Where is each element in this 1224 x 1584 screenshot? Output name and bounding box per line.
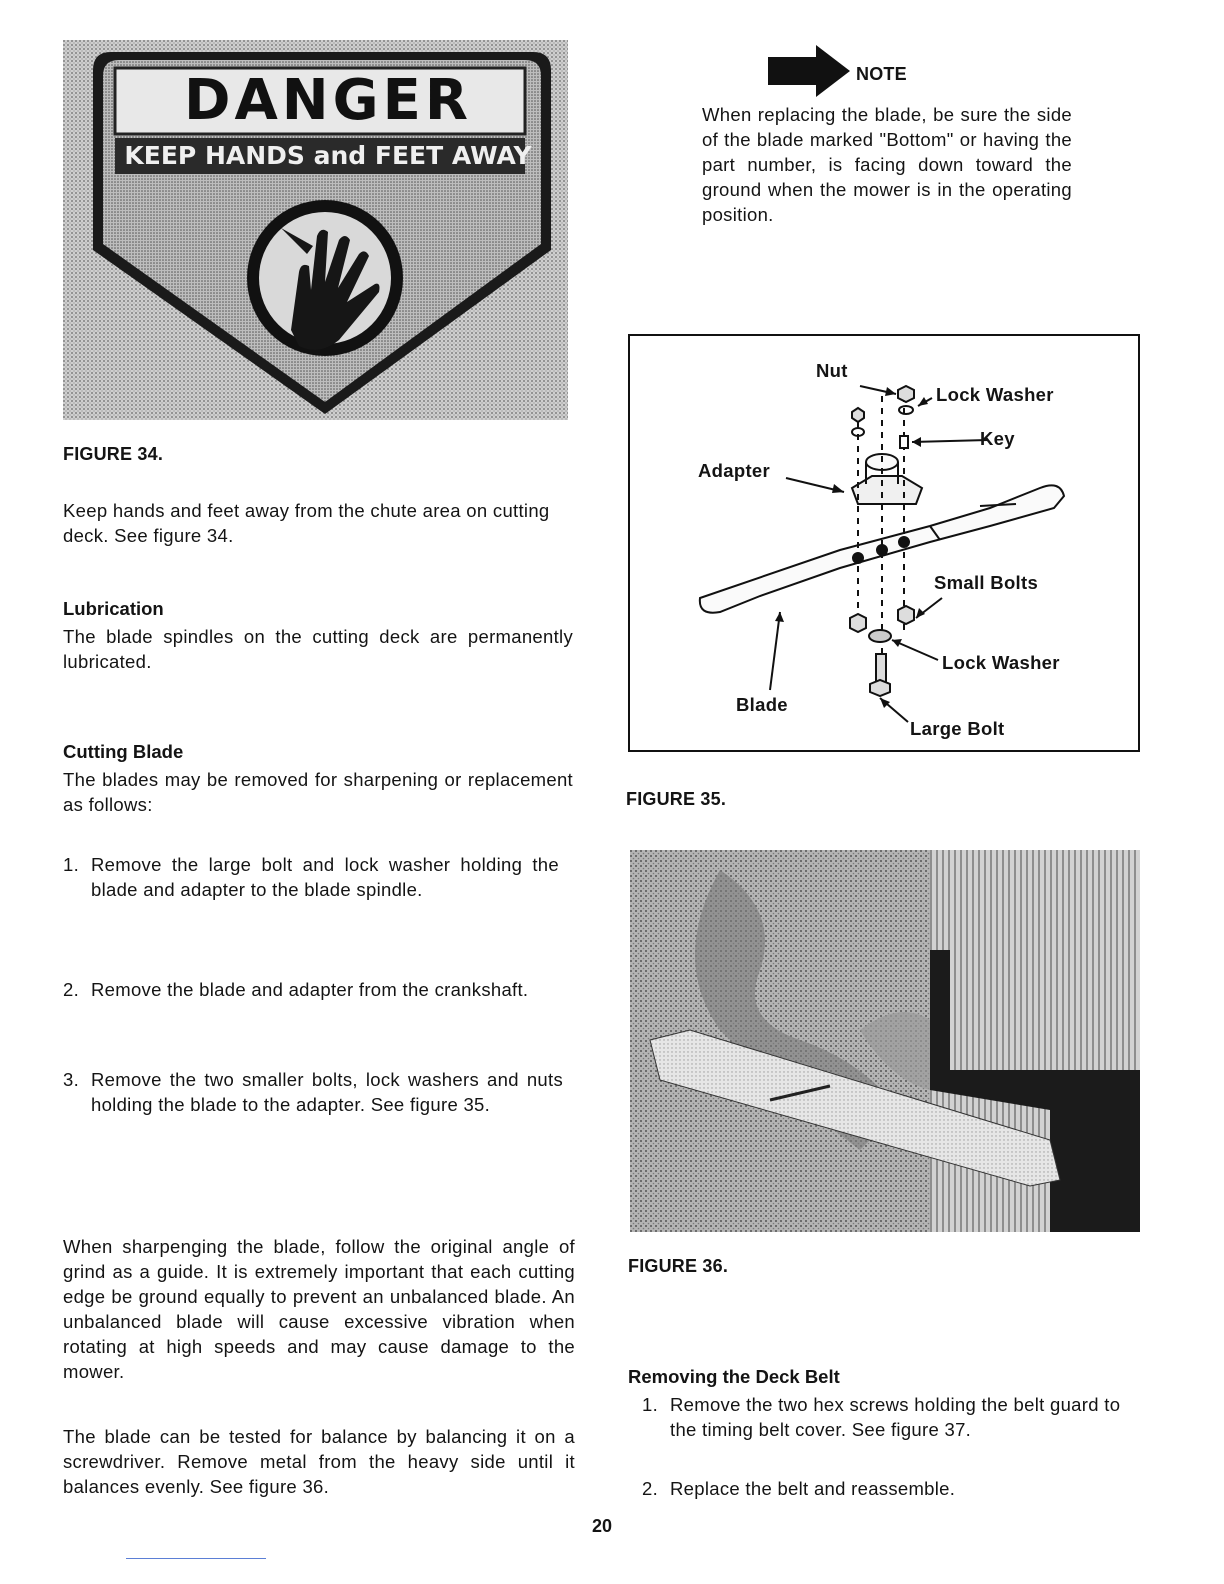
- step-number: 2.: [642, 1478, 659, 1499]
- label-key: Key: [980, 428, 1015, 449]
- label-adapter: Adapter: [698, 460, 770, 481]
- balance-paragraph: The blade can be tested for balance by balancing it on a screwdriver. Remove metal from the heavy side until it balances evenly. See figure 36.: [63, 1426, 575, 1497]
- label-small-bolts: Small Bolts: [934, 572, 1039, 593]
- blade-on-screwdriver-graphic: [630, 850, 1140, 1232]
- figure-34-caption: FIGURE 34.: [63, 444, 164, 464]
- label-nut: Nut: [816, 360, 848, 381]
- danger-title: DANGER: [183, 68, 473, 133]
- figure-34-paragraph: Keep hands and feet away from the chute area on cutting deck. See figure 34.: [63, 500, 550, 546]
- label-large-bolt: Large Bolt: [910, 718, 1005, 739]
- step-text: Replace the belt and reassemble.: [670, 1478, 956, 1499]
- page-number: 20: [592, 1516, 613, 1536]
- cutting-blade-step-1: [63, 852, 559, 902]
- note-text: When replacing the blade, be sure the side of the blade marked "Bottom" or having the part number, is facing down toward the ground when the mower is in the operating position.: [702, 104, 1072, 225]
- step-text: Remove the large bolt and lock washer holding the blade and adapter to the blade spindle.: [91, 854, 559, 900]
- label-lock-washer-top: Lock Washer: [936, 384, 1054, 405]
- deck-belt-heading: Removing the Deck Belt: [628, 1366, 840, 1387]
- lubrication-text: The blade spindles on the cutting deck are permanently lubricated.: [63, 626, 573, 672]
- step-number: 1.: [63, 854, 80, 875]
- note-label: NOTE: [856, 64, 907, 84]
- cutting-blade-intro: The blades may be removed for sharpening or replacement as follows:: [63, 769, 573, 815]
- step-number: 1.: [642, 1394, 659, 1415]
- blade-balance-photo: [630, 850, 1140, 1232]
- step-number: 2.: [63, 979, 80, 1000]
- label-blade: Blade: [736, 694, 788, 715]
- step-text: Remove the two hex screws holding the belt guard to the timing belt cover. See figure 37.: [670, 1394, 1121, 1440]
- lubrication-heading: Lubrication: [63, 598, 164, 619]
- danger-sign-photo: [63, 40, 568, 420]
- cutting-blade-step-2: [63, 977, 559, 1002]
- danger-subtitle: KEEP HANDS and FEET AWAY: [124, 141, 532, 170]
- deck-belt-step-2: [642, 1476, 1142, 1501]
- label-lock-washer-bottom: Lock Washer: [942, 652, 1060, 673]
- figure-35-diagram: [628, 334, 1140, 752]
- footer-rule: [126, 1558, 266, 1559]
- note-arrow-icon: [766, 43, 856, 104]
- cutting-blade-step-3: [63, 1067, 563, 1117]
- blade-assembly-drawing: [630, 336, 1138, 750]
- step-text: Remove the two smaller bolts, lock washers and nuts holding the blade to the adapter. See figure 35.: [91, 1069, 563, 1115]
- figure-35-caption: FIGURE 35.: [626, 789, 727, 809]
- step-number: 3.: [63, 1069, 80, 1090]
- sharpening-paragraph: When sharpenging the blade, follow the original angle of grind as a guide. It is extremely important that each cutting edge be ground equally to prevent an unbalanced blade. An unbalanced blade will cause excessive vibration when rotating at high speeds and may cause damage to the mower.: [63, 1236, 575, 1382]
- deck-belt-step-1: [642, 1392, 1142, 1442]
- figure-36-caption: FIGURE 36.: [628, 1256, 729, 1276]
- step-text: Remove the blade and adapter from the crankshaft.: [91, 979, 529, 1000]
- cutting-blade-heading: Cutting Blade: [63, 741, 184, 762]
